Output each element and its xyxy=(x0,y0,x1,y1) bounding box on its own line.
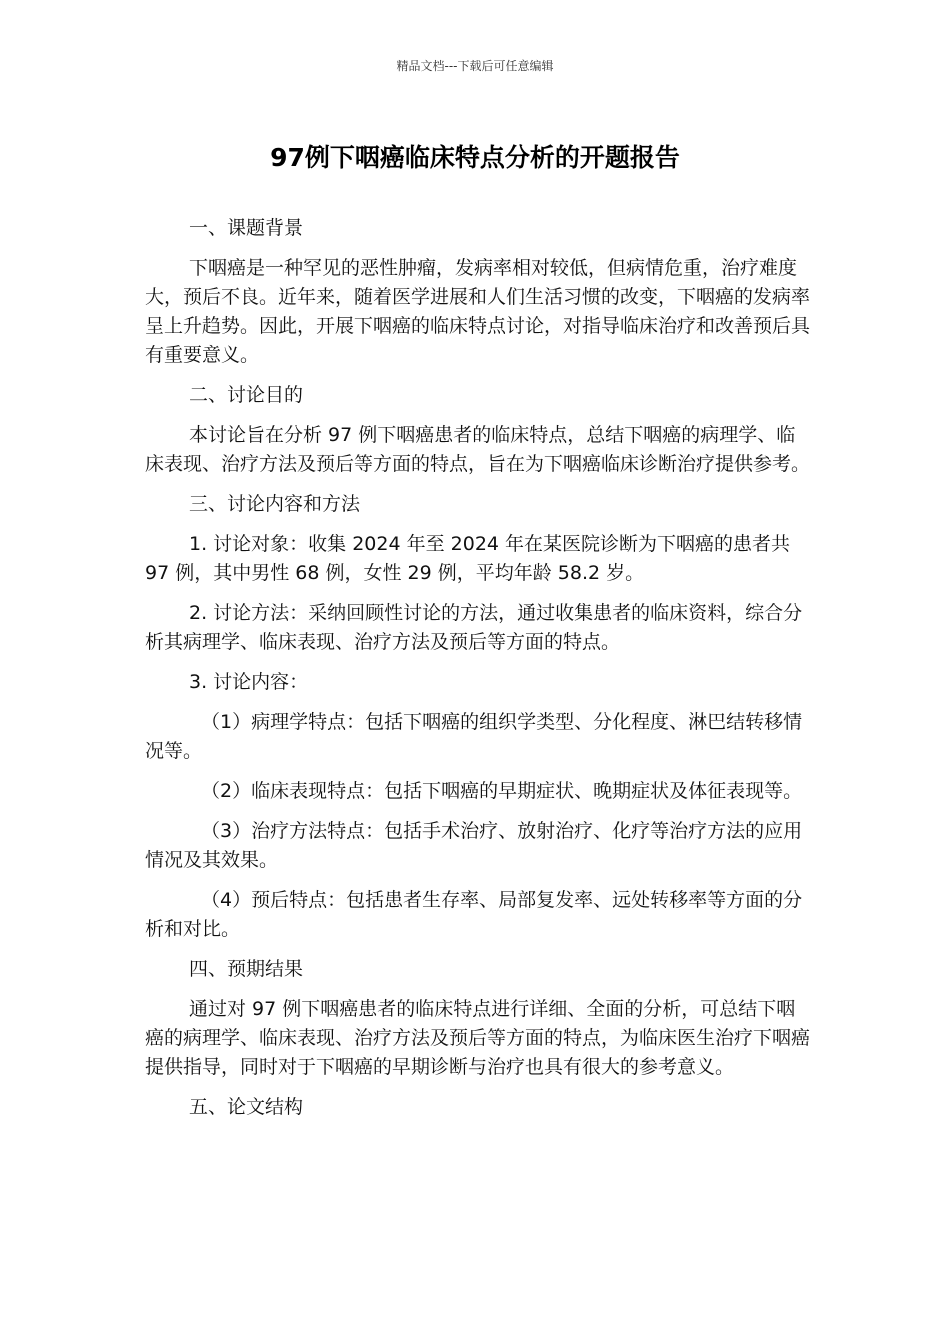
list-item-treatment: （3）治疗方法特点：包括手术治疗、放射治疗、化疗等治疗方法的应用情况及其效果。 xyxy=(145,820,803,871)
list-item-clinical: （2）临床表现特点：包括下咽癌的早期症状、晚期症状及体征表现等。 xyxy=(201,780,803,802)
document-title: 97例下咽癌临床特点分析的开题报告 xyxy=(270,143,680,172)
paragraph-background: 下咽癌是一种罕见的恶性肿瘤，发病率相对较低，但病情危重，治疗难度大，预后不良。近年来，随着医学进展和人们生活习惯的改变，下咽癌的发病率呈上升趋势。因此，开展下咽癌的临床特点讨论，对指导临床治疗和改善预后具有重要意义。 xyxy=(145,257,811,366)
section-heading-purpose: 二、讨论目的 xyxy=(189,384,304,406)
paragraph-subjects: 1. 讨论对象：收集 2024 年至 2024 年在某医院诊断为下咽癌的患者共 97 例，其中男性 68 例，女性 29 例，平均年龄 58.2 岁。 xyxy=(145,533,791,584)
section-heading-content-methods: 三、讨论内容和方法 xyxy=(189,493,361,515)
paragraph-methods: 2. 讨论方法：采纳回顾性讨论的方法，通过收集患者的临床资料，综合分析其病理学、临床表现、治疗方法及预后等方面的特点。 xyxy=(145,602,803,653)
section-heading-background: 一、课题背景 xyxy=(189,217,304,239)
paragraph-content: 3. 讨论内容： xyxy=(189,671,309,693)
paragraph-expected-results: 通过对 97 例下咽癌患者的临床特点进行详细、全面的分析，可总结下咽癌的病理学、临床表现、治疗方法及预后等方面的特点，为临床医生治疗下咽癌提供指导，同时对于下咽癌的早期诊断与治疗也具有很大的参考意义。 xyxy=(145,998,811,1078)
page-header: 精品文档---下载后可任意编辑 xyxy=(396,59,554,73)
section-heading-expected-results: 四、预期结果 xyxy=(189,958,304,980)
paragraph-purpose: 本讨论旨在分析 97 例下咽癌患者的临床特点，总结下咽癌的病理学、临床表现、治疗方法及预后等方面的特点，旨在为下咽癌临床诊断治疗提供参考。 xyxy=(145,424,811,475)
document-body xyxy=(145,214,810,1133)
section-heading-structure: 五、论文结构 xyxy=(189,1096,304,1118)
list-item-pathology: （1）病理学特点：包括下咽癌的组织学类型、分化程度、淋巴结转移情况等。 xyxy=(145,711,803,762)
list-item-prognosis: （4）预后特点：包括患者生存率、局部复发率、远处转移率等方面的分析和对比。 xyxy=(145,889,803,940)
